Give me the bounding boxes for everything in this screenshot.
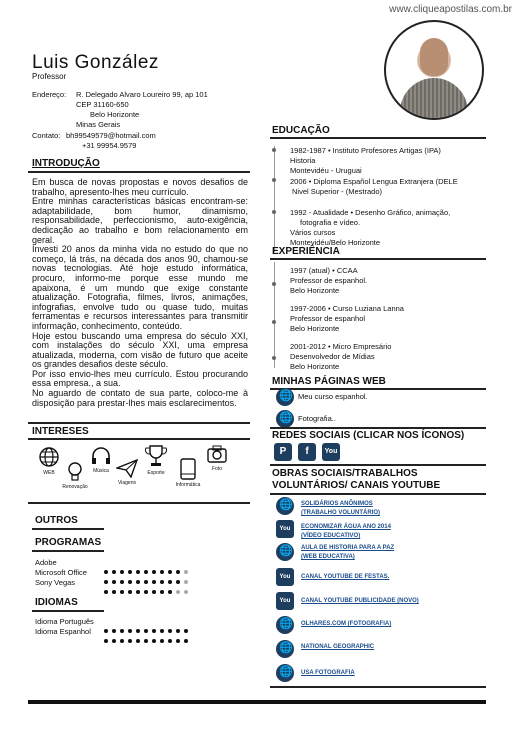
- languages-title: IDIOMAS: [35, 597, 78, 608]
- divider: [32, 550, 104, 552]
- paper-plane-icon: [116, 458, 138, 478]
- interest-label: Foto: [211, 466, 222, 472]
- pinterest-icon[interactable]: P: [274, 443, 292, 461]
- work-link[interactable]: NATIONAL GEOGRAPHIC: [301, 644, 375, 650]
- others-title: OUTROS: [35, 515, 78, 526]
- timeline-dot: [272, 320, 276, 324]
- divider: [28, 422, 250, 424]
- divider: [270, 427, 486, 429]
- intro-paragraph: Por isso envio-lhes meu currículo. Estou procurando essa empresa., a sua.: [32, 368, 248, 389]
- interest-label: Esporte: [147, 470, 165, 476]
- timeline-dot: [272, 210, 276, 214]
- work-link-line[interactable]: (TRABALHO VOLUNTÁRIO): [301, 510, 380, 516]
- divider: [32, 610, 104, 612]
- divider: [270, 388, 486, 390]
- entry-line: Desenvolvedor de Mídias: [290, 352, 375, 361]
- experience-entry: [290, 304, 404, 334]
- timeline-line: [274, 146, 275, 252]
- youtube-icon[interactable]: You: [276, 568, 294, 586]
- youtube-icon[interactable]: You: [276, 520, 294, 538]
- address-label: Endereço:: [32, 90, 67, 99]
- language-name: Idioma Português: [35, 617, 94, 626]
- entry-line: 2006 • Diploma Español Lengua Extranjera (DELE: [290, 177, 458, 186]
- work-link[interactable]: [301, 523, 391, 541]
- address-line: Minas Gerais: [76, 120, 121, 129]
- entry-line: Professor de espanhol.: [290, 276, 368, 285]
- webpage-link[interactable]: Fotografia..: [298, 414, 336, 423]
- experience-entry: [290, 342, 391, 372]
- education-entry: [290, 146, 441, 176]
- timeline-dot: [272, 356, 276, 360]
- social-title: REDES SOCIAIS (CLICAR NOS ÍCONOS): [272, 430, 465, 441]
- watermark: www.cliqueapostilas.com.br: [389, 4, 512, 15]
- contact-label: Contato:: [32, 131, 61, 140]
- experience-entry: [290, 266, 367, 296]
- intro-title: INTRODUÇÃO: [32, 158, 100, 169]
- work-link[interactable]: CANAL YOUTUBE DE FESTAS.: [301, 574, 390, 580]
- globe-icon[interactable]: [276, 616, 294, 634]
- works-title: OBRAS SOCIAIS/TRABALHOS VOLUNTÁRIOS/ CANAIS YOUTUBE: [272, 468, 441, 491]
- person-role: Professor: [32, 72, 67, 81]
- entry-line: 1997-2006 • Curso Luziana Lanna: [290, 304, 404, 313]
- timeline-dot: [272, 282, 276, 286]
- globe-icon[interactable]: [276, 410, 294, 428]
- globe-icon[interactable]: [276, 388, 294, 406]
- globe-icon: [38, 446, 60, 468]
- education-entry: [290, 208, 450, 248]
- divider: [32, 528, 104, 530]
- work-link-line[interactable]: (VÍDEO EDUCATIVO): [301, 533, 361, 539]
- interest-sport: [139, 444, 173, 476]
- headphones-icon: [90, 446, 112, 466]
- interest-label: Renovação: [62, 484, 88, 490]
- interest-label: Informática: [175, 482, 201, 488]
- work-link-line[interactable]: ECONOMIZAR ÁGUA ANO 2014: [301, 524, 391, 530]
- intro-paragraph: Em busca de novas propostas e novos desafios de trabalho, apresento-lhes meu currículo.: [32, 177, 248, 197]
- address-line: R. Delegado Alvaro Loureiro 99, ap 101: [76, 90, 208, 99]
- entry-line: 2001-2012 • Micro Empresário: [290, 342, 392, 351]
- globe-icon[interactable]: [276, 640, 294, 658]
- divider: [270, 493, 486, 495]
- address-line: CEP 31160-650: [76, 100, 129, 109]
- facebook-icon[interactable]: f: [298, 443, 316, 461]
- timeline-dot: [272, 178, 276, 182]
- intro-paragraph: Hoje estou buscando uma empresa do século XXI, com instalações do século XXI, uma empresa atualizada, moderna, com visão de futuro que aceite os grandes desafios deste século.: [32, 330, 248, 370]
- divider: [28, 502, 250, 504]
- entry-line: Belo Horizonte: [290, 324, 340, 333]
- interest-label: WEB: [43, 470, 55, 476]
- interest-photo: [200, 444, 234, 472]
- globe-icon[interactable]: [276, 497, 294, 515]
- lightbulb-icon: [67, 462, 83, 482]
- work-link[interactable]: USA FOTOGRAFIA: [301, 670, 355, 676]
- webpages-title: MINHAS PÁGINAS WEB: [272, 376, 386, 387]
- entry-line: Historia: [290, 156, 316, 165]
- entry-line: Nivel Superior - (Mestrado): [292, 187, 383, 196]
- divider: [270, 464, 486, 466]
- globe-icon[interactable]: [276, 664, 294, 682]
- divider: [28, 438, 250, 440]
- work-link-line[interactable]: AULA DE HISTORIA PARA A PAZ: [301, 545, 395, 551]
- work-link-line[interactable]: SOLIDÁRIOS ANÔNIMOS: [301, 501, 373, 507]
- work-link[interactable]: [301, 544, 394, 562]
- entry-line: fotografia e vídeo.: [300, 218, 361, 227]
- program-name: Microsoft Office: [35, 568, 87, 577]
- trophy-icon: [145, 444, 167, 468]
- programs-title: PROGRAMAS: [35, 537, 102, 548]
- webpage-link[interactable]: Meu curso espanhol.: [298, 392, 368, 401]
- entry-line: Belo Horizonte: [290, 286, 340, 295]
- timeline-dot: [272, 148, 276, 152]
- globe-icon[interactable]: [276, 543, 294, 561]
- phone-text: +31 99954.9579: [82, 141, 137, 150]
- work-link[interactable]: [301, 500, 380, 518]
- email-link[interactable]: bh99549579@hotmail.com: [66, 131, 156, 140]
- education-entry: [290, 177, 458, 197]
- footer-bar: [28, 700, 486, 704]
- camera-icon: [206, 444, 228, 464]
- entry-line: 1992 - Atualidade • Desenho Gráfico, animação,: [290, 208, 451, 217]
- intro-text: [32, 178, 248, 408]
- work-link[interactable]: CANAL YOUTUBE PUBLICIDADE (NOVO): [301, 598, 419, 604]
- divider: [28, 171, 250, 173]
- intro-paragraph: No aguardo de contato de sua parte, coloco-me à disposição para prestar-lhes mais esclarecimentos.: [32, 388, 248, 408]
- entry-line: Montevidéu - Uruguai: [290, 166, 362, 175]
- divider: [270, 258, 486, 260]
- entry-line: Vários cursos: [290, 228, 336, 237]
- language-name: Idioma Espanhol: [35, 627, 91, 636]
- entry-line: Montevidéu/Belo Horizonte: [290, 238, 381, 247]
- divider: [270, 686, 486, 688]
- youtube-icon[interactable]: You: [322, 443, 340, 461]
- entry-line: Professor de espanhol: [290, 314, 366, 323]
- person-name: Luis González: [32, 52, 159, 73]
- intro-paragraph: Entre minhas características básicas encontram-se: adaptabilidade, bom humor, dinamismo, responsabilidade, perfeccionismo, auto-exigência, dedicação ao trabalho e bom relacionamento em geral.: [32, 196, 248, 245]
- intro-paragraph: Investi 20 anos da minha vida no estudo do que no começo, lá trás, na década dos anos 90, chamou-se novas tecnologias. Até hoje estudo informática, procuro, informo-me porque esse mundo me apaixona, é um mundo que exige constante atualização. Fotografia, filmes, livros, animações, infografias, envolve tudo ou quase tudo, muitas ferramentas e recursos interessantes para transmitir informação, conhecimento, conteúdo.: [32, 244, 248, 331]
- tablet-icon: [179, 458, 197, 480]
- timeline-line: [274, 262, 275, 368]
- divider: [270, 137, 486, 139]
- work-link[interactable]: OLHARES.COM (FOTOGRAFIA): [301, 621, 392, 627]
- program-level: [104, 581, 192, 599]
- interest-label: Viagens: [118, 480, 136, 486]
- experience-title: EXPERIÊNCIA: [272, 246, 340, 257]
- address-line: Belo Horizonte: [90, 110, 140, 119]
- profile-photo: [384, 20, 484, 120]
- entry-line: Belo Horizonte: [290, 362, 340, 371]
- interests-title: INTERESES: [32, 426, 89, 437]
- entry-line: 1997 (atual) • CCAA: [290, 266, 358, 275]
- program-name: Adobe: [35, 558, 57, 567]
- language-level: [104, 630, 192, 648]
- youtube-icon[interactable]: You: [276, 592, 294, 610]
- education-title: EDUCAÇÃO: [272, 125, 330, 136]
- work-link-line[interactable]: (WEB EDUCATIVA): [301, 554, 355, 560]
- entry-line: 1982-1987 • Instituto Profesores Artigas (IPA): [290, 146, 441, 155]
- interest-label: Música: [93, 468, 109, 474]
- program-name: Sony Vegas: [35, 578, 76, 587]
